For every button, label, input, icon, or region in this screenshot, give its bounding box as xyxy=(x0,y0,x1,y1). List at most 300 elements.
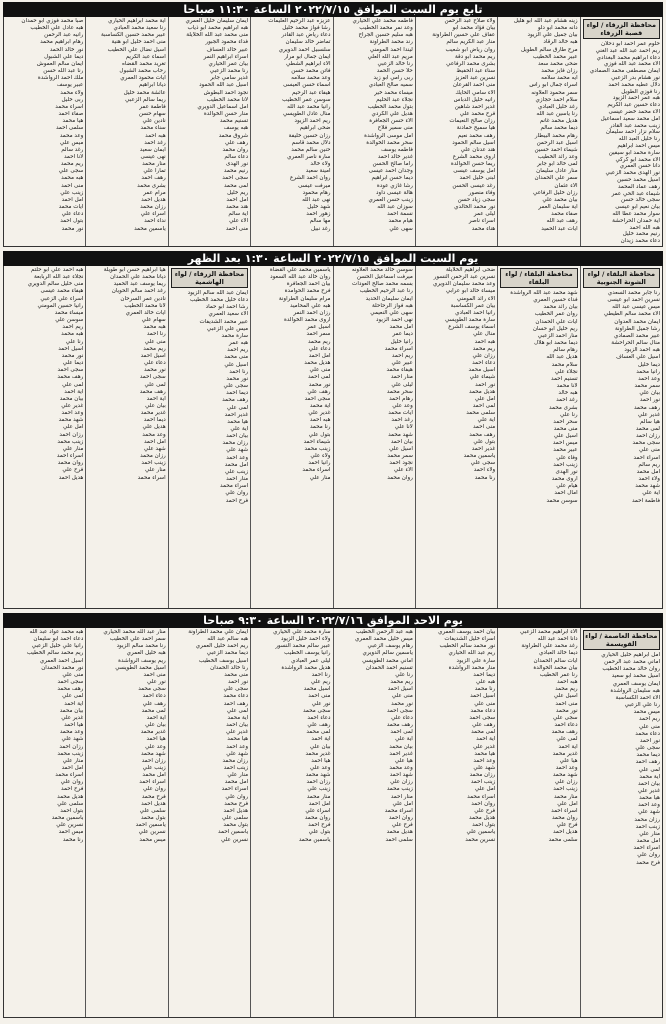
candidate-name: امل احمد xyxy=(308,352,331,359)
candidate-name: سمر احمد علي الخطيب xyxy=(109,636,166,643)
candidate-name: هيام محمد xyxy=(388,218,413,225)
candidate-name: اروى محمد الشرع xyxy=(452,153,496,160)
candidate-name: نور الهدى محمد الزعبي xyxy=(605,170,660,177)
candidate-name: لانا محمد xyxy=(556,383,578,390)
candidate-name: لمى احمد xyxy=(390,729,413,736)
section-banner: يوم الاحد الموافق ٢٠٢٢/٧/١٦ الساعة ٩:٣٠ صباحا xyxy=(3,613,663,628)
candidate-name: اروى محمد الخوالدة xyxy=(283,317,331,324)
candidate-name: ياسمين محمد علي القضاة xyxy=(269,267,331,273)
candidate-name: سجى علي xyxy=(470,460,496,467)
candidate-name: ميساء خالد ابو عرابي xyxy=(445,288,496,295)
candidate-name: هبه احمد xyxy=(557,679,578,686)
candidate-name: هبه احمد xyxy=(309,417,331,424)
candidate-name: عبير علي xyxy=(391,360,413,367)
candidate-name: رنا احمد xyxy=(229,368,249,375)
candidate-name: نسرين احمد ابو عيسى xyxy=(607,297,660,304)
candidate-name: اسراء ابراهيم النمر xyxy=(203,53,249,60)
candidate-name: نداء احمد xyxy=(144,218,166,225)
name-column xyxy=(250,266,332,608)
candidate-name: نجود احمد البطوش xyxy=(203,89,249,96)
candidate-name: دعاء محمد xyxy=(635,730,660,737)
name-column xyxy=(333,628,415,1017)
name-column xyxy=(168,17,250,246)
district-heading: محافظة الزرقاء / لواء الهاشمية xyxy=(171,268,248,288)
name-column xyxy=(415,266,497,608)
candidate-name: هديل احمد xyxy=(58,474,84,481)
candidate-name: ولاء علي xyxy=(310,453,331,460)
candidate-name: هبه محمد xyxy=(143,324,166,331)
candidate-name: ريم محمد xyxy=(472,345,496,352)
candidate-name: اماني محمد الطويسي xyxy=(362,657,413,664)
candidate-name: دعاء محمد زيدان xyxy=(620,238,660,245)
candidate-name: الاء حسن الجعافرة xyxy=(369,118,413,125)
name-column xyxy=(168,628,250,1017)
candidate-name: ميس خليل محمد العمري xyxy=(355,636,413,643)
candidate-name: عبير محمد الخطيب xyxy=(532,53,578,60)
candidate-name: نهى عيسى xyxy=(140,153,166,160)
candidate-name: فاطمه محمد علي الحياري xyxy=(352,18,413,24)
candidate-name: زينب احمد xyxy=(141,460,166,467)
candidate-name: رانيا احمد xyxy=(308,460,331,467)
candidate-name: شهد علي xyxy=(473,764,496,771)
candidate-name: ولاء احمد خليل الزيود xyxy=(280,636,331,643)
name-columns xyxy=(3,266,663,609)
candidate-name: اسراء جمال ابو راس xyxy=(529,82,578,89)
candidate-name: دعاء خليل محمد الخطيب xyxy=(189,297,249,304)
candidate-name: رهف علي xyxy=(142,700,166,707)
candidate-name: روان محمد xyxy=(304,815,331,822)
candidate-name: رهف محمد xyxy=(386,722,413,729)
candidate-name: منى علي xyxy=(144,338,166,345)
candidate-name: سهام حسن xyxy=(138,111,166,118)
candidate-name: غدير علي xyxy=(637,787,660,794)
candidate-name: امل علي xyxy=(474,395,496,402)
candidate-name: رزان احمد xyxy=(59,743,84,750)
candidate-name: سلمى احمد xyxy=(385,836,413,843)
candidate-name: دعاء احمد xyxy=(142,693,166,700)
candidate-name: اية احمد xyxy=(146,714,166,721)
candidate-name: ريم سالم xyxy=(638,461,660,468)
candidate-name: حنين سالم محمد xyxy=(291,146,331,153)
candidate-name: هديل علي xyxy=(142,424,166,431)
candidate-name: بيان محمد الخوالدة xyxy=(533,664,578,671)
name-column xyxy=(580,628,662,1017)
candidate-name: سميه صالح العبادي xyxy=(368,82,413,89)
candidate-name: بيان احمد xyxy=(637,780,660,787)
candidate-name: وعد احمد xyxy=(61,410,84,417)
candidate-name: هيا علي xyxy=(394,757,413,764)
candidate-name: بيان نعيم ابو عيسى xyxy=(615,204,660,211)
candidate-name: منار علي xyxy=(227,772,249,779)
name-column xyxy=(497,266,579,608)
candidate-name: ايات محمد xyxy=(58,204,84,211)
candidate-name: ليلى عمر العبادي xyxy=(291,657,331,664)
candidate-name: ياسمين محمد xyxy=(51,815,84,822)
candidate-name: فرح علي xyxy=(62,467,84,474)
candidate-name: سجى احمد xyxy=(139,374,166,381)
candidate-name: عفاف علي حسين الطراونة xyxy=(432,32,496,39)
candidate-name: سهام علي xyxy=(141,317,166,324)
candidate-name: نور محمد xyxy=(555,707,578,714)
candidate-name: ديما احمد xyxy=(226,390,249,397)
candidate-name: منى احمد خليل ابو هنية xyxy=(111,39,166,46)
candidate-name: روان علي xyxy=(143,786,166,793)
section-sunday-morning xyxy=(3,613,663,1018)
candidate-name: زينب محمد xyxy=(57,750,84,757)
candidate-name: شهد محمد xyxy=(305,772,331,779)
candidate-name: غدير سامي جابر xyxy=(210,75,249,82)
candidate-name: شروق محمد xyxy=(218,132,249,139)
candidate-name: ديما علي الشبول xyxy=(44,53,84,60)
candidate-name: ميساء محمد خير xyxy=(374,89,413,96)
candidate-name: وعد نمر محمد الخطيب xyxy=(359,25,413,32)
candidate-name: ديما محمد الزعبي xyxy=(206,650,249,657)
candidate-name: ايمان سعيد xyxy=(139,146,166,153)
candidate-name: ولاء خالد xyxy=(310,161,331,168)
candidate-name: الاء محمد خضر عيسى xyxy=(608,108,660,115)
candidate-name: فاتن محمد حسن xyxy=(291,68,331,75)
candidate-name: ريم محمد ابو دقة xyxy=(454,53,496,60)
candidate-name: زينب علي xyxy=(142,764,166,771)
candidate-name: منى محمد xyxy=(224,354,249,361)
candidate-name: منار محمد الرواشدة xyxy=(448,664,496,671)
candidate-name: امل يوسف عيسى xyxy=(453,168,496,175)
candidate-name: ايمان مصطفى محمد الصمادي xyxy=(589,68,660,75)
candidate-name: نسرين علي xyxy=(138,829,166,836)
candidate-name: رانيا محمد xyxy=(636,368,660,375)
candidate-name: سحر محمد الخوالدة xyxy=(366,139,413,146)
candidate-name: شهد احمد xyxy=(389,772,413,779)
candidate-name: ليلى علي xyxy=(391,381,413,388)
candidate-name: بيان محمد xyxy=(59,395,84,402)
candidate-name: نهى احمد الزيود xyxy=(376,317,413,324)
candidate-name: هيا محمد xyxy=(639,795,660,802)
candidate-name: اسيل علي xyxy=(389,445,413,452)
candidate-name: ميس محمد xyxy=(633,709,660,716)
candidate-name: اية احمد xyxy=(558,743,578,750)
candidate-name: لمى محمد xyxy=(141,707,166,714)
candidate-name: اسيل محمد xyxy=(303,686,331,693)
candidate-name: اسيل عبد الله الحمود xyxy=(199,82,249,89)
candidate-name: اسراء محمد xyxy=(384,807,413,814)
name-column xyxy=(415,628,497,1017)
candidate-name: سوسن محمد xyxy=(546,497,578,504)
candidate-name: سهى علي xyxy=(389,225,413,232)
candidate-name: اروى محمد xyxy=(551,476,578,483)
candidate-name: لانا احمد xyxy=(63,153,84,160)
candidate-name: سوسن عمر الخطيب xyxy=(282,96,331,103)
candidate-name: هيا احمد xyxy=(311,757,331,764)
candidate-name: اسراء احمد xyxy=(633,845,660,852)
candidate-name: اسيل علي xyxy=(224,361,249,368)
candidate-name: اسراء علي الزعبي xyxy=(40,295,84,302)
candidate-name: راما صالح الحسن xyxy=(372,161,413,168)
candidate-name: هبه محمد xyxy=(61,175,84,182)
district-heading: محافظة العاصمة / لواء القويسمة xyxy=(583,630,660,650)
candidate-name: اسيل عبد الرحمن xyxy=(536,139,578,146)
candidate-name: صفاء محمد xyxy=(551,211,578,218)
candidate-name: ميس محمد xyxy=(139,836,166,843)
candidate-name: رهف عبد الله xyxy=(546,218,578,225)
candidate-name: اسيل محمد xyxy=(468,367,496,374)
candidate-name: زينب محمد xyxy=(304,445,331,452)
candidate-name: دعاء حسين عبد الكريم xyxy=(607,102,660,109)
candidate-name: هيا ابراهيم حسن ابو طويلة xyxy=(103,267,166,273)
candidate-name: لمى علي xyxy=(638,766,660,773)
candidate-name: زينب علي xyxy=(60,189,84,196)
candidate-name: ريم احمد xyxy=(391,352,413,359)
candidate-name: منال سالم الحراحشة xyxy=(611,340,660,347)
name-column xyxy=(497,628,579,1017)
candidate-name: رشا جميل الطراونة xyxy=(614,325,660,332)
candidate-name: ريم محمد xyxy=(307,338,331,345)
candidate-name: دعاء احمد ابو سليمان xyxy=(33,636,84,643)
candidate-name: تسنيم احمد الحمدان xyxy=(365,664,413,671)
candidate-name: سجى علي xyxy=(635,745,660,752)
candidate-name: هبه محمد xyxy=(61,331,84,338)
candidate-name: سمر محمد xyxy=(634,383,660,390)
candidate-name: شهد علي xyxy=(226,750,249,757)
candidate-name: شيماء احمد حسين xyxy=(534,146,578,153)
candidate-name: هيفاء محمد عيسى xyxy=(40,288,84,295)
candidate-name: وعد احمد xyxy=(638,802,660,809)
candidate-name: هبه علي xyxy=(475,679,496,686)
candidate-name: دعاء علي xyxy=(308,345,331,352)
candidate-name: ريم محمد سالم الخطيب xyxy=(26,650,84,657)
candidate-name: رنا فوزي الطويل xyxy=(621,88,660,95)
candidate-name: ايات عبد الحميد xyxy=(541,225,578,232)
candidate-name: ديانا ابراهيم xyxy=(138,82,166,89)
candidate-name: ايه محمد سلامه xyxy=(541,75,578,82)
candidate-name: اية احمد xyxy=(146,395,166,402)
candidate-name: لانا علي xyxy=(394,424,413,431)
candidate-name: هبه سالم عبد الله xyxy=(207,636,249,643)
candidate-name: منى احمد xyxy=(308,693,331,700)
candidate-name: رهف محمد xyxy=(139,388,166,395)
candidate-name: هديل محمد xyxy=(57,793,84,800)
candidate-name: دانا حسن العمري xyxy=(619,163,660,170)
candidate-name: الاء احمد الكساسبة xyxy=(615,694,660,701)
candidate-name: زينب احمد xyxy=(553,461,578,468)
candidate-name: هبه فواز الرحاحلة xyxy=(372,302,413,309)
candidate-name: اسراء محمد xyxy=(55,772,84,779)
candidate-name: دعاء سالم xyxy=(224,153,249,160)
candidate-name: الاء علي xyxy=(393,467,413,474)
candidate-name: زينب حسن العمري xyxy=(368,196,413,203)
name-column xyxy=(333,17,415,246)
candidate-name: روان محمد xyxy=(57,460,84,467)
candidate-name: بيان عمر الحياري xyxy=(208,60,249,67)
candidate-name: ديما محمد سالم xyxy=(540,125,578,132)
district-heading: محافظة البلقاء / لواء البلقاء xyxy=(500,268,577,288)
candidate-name: ايات خالد العمري xyxy=(125,309,166,316)
candidate-name: شهد محمد عبد الله الرواشدة xyxy=(510,290,578,296)
candidate-name: اسراء محمد xyxy=(302,467,331,474)
candidate-name: امل محمد xyxy=(224,461,249,468)
candidate-name: وفاء علي xyxy=(556,454,578,461)
candidate-name: نور محمد الحمدان xyxy=(41,664,84,671)
candidate-name: نور محمد xyxy=(308,381,331,388)
candidate-name: ديانا محمد علي الحمدان xyxy=(110,274,166,281)
candidate-name: اسماء عبد الكريم xyxy=(125,53,166,60)
candidate-name: بيان احمد الجعافرة xyxy=(286,281,331,288)
candidate-name: رنا عبد الله حسن xyxy=(43,68,84,75)
candidate-name: روان علي xyxy=(637,852,660,859)
candidate-name: تماضر خالد سليمان xyxy=(285,39,331,46)
candidate-name: رانيا يوسف الخطيب xyxy=(284,650,331,657)
candidate-name: رهف احمد xyxy=(223,700,249,707)
candidate-name: بيان احمد يوسف العمري xyxy=(438,629,496,635)
candidate-name: منى احمد xyxy=(225,225,249,232)
candidate-name: هديل احمد xyxy=(141,196,166,203)
candidate-name: رزان احمد xyxy=(635,433,660,440)
candidate-name: دعاء ابراهيم محمد البغدادي xyxy=(596,54,660,61)
candidate-name: منى علي xyxy=(391,693,413,700)
candidate-name: بشرى محمد الرفاعي xyxy=(446,60,496,67)
candidate-name: الاء علي xyxy=(229,218,249,225)
candidate-name: ربى رامي ابو زيد xyxy=(373,75,413,82)
candidate-name: ايمان سليمان خليل العمري xyxy=(185,18,249,24)
candidate-name: ريما حسن الخوالدة xyxy=(450,161,496,168)
candidate-name: غدير علي xyxy=(308,410,331,417)
candidate-name: امل ابراهيم خليل الحياري xyxy=(601,652,660,658)
candidate-name: هيا احمد xyxy=(146,736,166,743)
candidate-name: وجدان احمد عيسى xyxy=(368,168,413,175)
candidate-name: منى احمد القرعان xyxy=(452,82,496,89)
candidate-name: نجلاء علي xyxy=(554,368,578,375)
candidate-name: ريم خليل xyxy=(227,189,249,196)
candidate-name: هند محمد xyxy=(225,204,249,211)
candidate-name: ولاء صلاح عبد الرحمن xyxy=(444,18,496,24)
candidate-name: اية محمد xyxy=(639,773,660,780)
candidate-name: اية علي xyxy=(477,417,496,424)
candidate-name: منى احمد xyxy=(143,671,166,678)
candidate-name: ريم يوسف الرواشدة xyxy=(118,657,166,664)
candidate-name: منار علي xyxy=(145,467,166,474)
candidate-name: امل علي xyxy=(62,424,84,431)
name-column xyxy=(85,266,167,608)
section-saturday-afternoon xyxy=(3,251,663,609)
candidate-name: لمى علي xyxy=(556,736,578,743)
candidate-name: وعد احمد xyxy=(555,764,578,771)
candidate-name: رزان احمد xyxy=(306,779,331,786)
candidate-name: منار احمد الزعبي xyxy=(537,332,578,339)
candidate-name: هبه احمد xyxy=(145,132,166,139)
candidate-name: سحر محمد xyxy=(386,388,413,395)
candidate-name: رنا علي الزعبي xyxy=(624,702,660,709)
candidate-name: بتول علي xyxy=(308,829,331,836)
candidate-name: بيان محمد علي xyxy=(542,196,578,203)
candidate-name: اسيل محمد ابو سعيد xyxy=(611,673,660,680)
name-column xyxy=(415,17,497,246)
candidate-name: لمى علي xyxy=(62,381,84,388)
candidate-name: رزان فايز محمد xyxy=(541,68,578,75)
candidate-name: بتول محمد xyxy=(140,815,166,822)
candidate-name: وعد محمد xyxy=(59,729,84,736)
candidate-name: وعد محمد xyxy=(389,764,413,771)
name-column xyxy=(250,17,332,246)
candidate-name: سجى محمد xyxy=(138,686,166,693)
candidate-name: لمى علي xyxy=(226,707,249,714)
candidate-name: اسيل علي xyxy=(553,693,578,700)
candidate-name: هديل علي الكردي xyxy=(371,111,413,118)
candidate-name: منى علي xyxy=(474,700,496,707)
candidate-name: شهد علي xyxy=(638,809,660,816)
candidate-name: سجى محمد xyxy=(302,707,331,714)
candidate-name: فرح علي xyxy=(556,822,578,829)
candidate-name: هبه احمد الزيود xyxy=(624,347,660,354)
candidate-name: نور محمد xyxy=(61,225,84,232)
candidate-name: نور محمد سالم الخطيب xyxy=(439,643,496,650)
candidate-name: شيماء احمد xyxy=(303,438,331,445)
candidate-name: اية سليمان العمر xyxy=(538,204,578,211)
candidate-name: رشا فواز محمد خليل xyxy=(282,25,331,32)
candidate-name: سجى احمد xyxy=(222,175,249,182)
name-column xyxy=(85,628,167,1017)
candidate-name: فرح علي xyxy=(391,822,413,829)
candidate-name: عبير محمد الصمادي xyxy=(613,332,660,339)
name-column xyxy=(580,266,662,608)
district-heading: محافظة الزرقاء / لواء قصبة الزرقاء xyxy=(583,19,660,39)
candidate-name: هيفاء عبد الرحيم xyxy=(291,89,331,96)
candidate-name: دعاء احمد xyxy=(307,714,331,721)
candidate-name: زينب احمد xyxy=(470,779,496,786)
candidate-name: فرح احمد xyxy=(61,786,84,793)
candidate-name: امل علي xyxy=(474,786,496,793)
candidate-name: شهد محمد xyxy=(552,772,578,779)
candidate-name: نجود احمد xyxy=(389,460,413,467)
candidate-name: اية احمد xyxy=(311,736,331,743)
candidate-name: ميرفت اسماعيل الحسن xyxy=(356,274,413,281)
candidate-name: غدير محمد xyxy=(140,410,166,417)
candidate-name: اسيل علي العساف xyxy=(615,354,660,361)
candidate-name: شهد خليل xyxy=(307,204,331,211)
candidate-name: ديما محمد xyxy=(636,752,660,759)
candidate-name: هبه عمر xyxy=(229,340,249,347)
candidate-name: اية سالم xyxy=(228,211,249,218)
name-column xyxy=(4,628,85,1017)
candidate-name: روان خالد محمد الخطيب xyxy=(602,666,660,673)
candidate-name: منى احمد xyxy=(472,424,496,431)
candidate-name: سلمى علي xyxy=(57,800,84,807)
name-column xyxy=(4,17,85,246)
candidate-name: روان احمد xyxy=(471,800,496,807)
candidate-name: سجى احمد xyxy=(57,679,84,686)
candidate-name: اسراء محمد xyxy=(220,483,249,490)
candidate-name: ايمان محمد العدوان xyxy=(614,318,660,325)
candidate-name: الاء ابراهيم محمد الزعبي xyxy=(519,629,578,635)
candidate-name: اية علي xyxy=(230,425,249,432)
candidate-name: وعد علي xyxy=(309,764,331,771)
candidate-name: لمى علي xyxy=(62,693,84,700)
candidate-name: نور احمد xyxy=(228,679,249,686)
candidate-name: حلوم عمر احمد ابو دحلان xyxy=(600,41,660,47)
candidate-name: هيا محمد xyxy=(62,118,84,125)
candidate-name: بتول محمد الخطيب xyxy=(367,103,413,110)
candidate-name: غدير علي xyxy=(473,743,496,750)
candidate-name: زينب علي xyxy=(307,786,331,793)
candidate-name: فاطمة احمد xyxy=(631,497,660,504)
candidate-name: ولاء محمد xyxy=(60,89,84,96)
candidate-name: اسراء محمد xyxy=(55,103,84,110)
candidate-name: عبير سالم محمد النسور xyxy=(275,643,331,650)
candidate-name: دعاء علي xyxy=(391,714,413,721)
candidate-name: لمى محمد xyxy=(306,729,331,736)
candidate-name: اسراء احمد xyxy=(139,779,166,786)
candidate-name: هبه خالد الرقاد xyxy=(543,39,578,46)
candidate-name: لمى محمد xyxy=(635,425,660,432)
candidate-name: نور علي xyxy=(311,700,331,707)
